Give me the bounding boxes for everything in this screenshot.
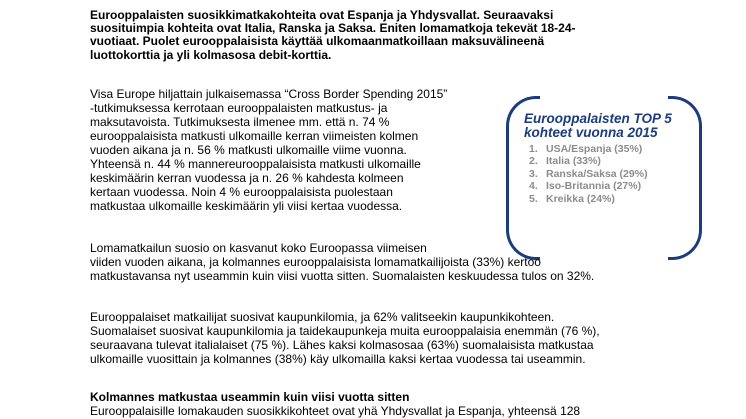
top5-item bbox=[524, 143, 694, 155]
top5-item-number: 3. bbox=[529, 167, 538, 180]
lead-line: vuotiaat. Puolet eurooppalaisista käyttää ulkomaanmatkoillaan maksuvälineenä bbox=[90, 34, 545, 49]
paragraph-line: Yhteensä n. 44 % mannereurooppalaisista matkusti ulkomaille bbox=[90, 157, 421, 171]
paragraph-line: kertaan vuodessa. Noin 4 % eurooppalaisista puolestaan bbox=[90, 185, 393, 199]
top5-item-label: Kreikka (24%) bbox=[546, 192, 615, 205]
paragraph-line: Visa Europe hiljattain julkaisemassa “Cross Border Spending 2015” bbox=[90, 87, 448, 101]
top5-item bbox=[524, 155, 694, 167]
paragraph-line: seuraavana tulevat italialaiset (75 %). Lähes kaksi kolmasosaa (63%) suomalaisista matkustaa bbox=[90, 338, 594, 352]
top5-item-number: 5. bbox=[529, 192, 538, 205]
top5-item-label: Ranska/Saksa (29%) bbox=[546, 167, 648, 180]
top5-item bbox=[524, 180, 694, 192]
paragraph-line: ulkomaille vuosittain ja kolmannes (38%) käy ulkomailla kaksi kertaa vuodessa tai useammin. bbox=[90, 352, 586, 366]
top5-list bbox=[524, 143, 694, 205]
paragraph-line: maksutavoista. Tutkimuksesta ilmenee mm. että n. 74 % bbox=[90, 115, 390, 129]
lead-paragraph bbox=[90, 9, 670, 62]
top5-item-label: Iso-Britannia (27%) bbox=[546, 180, 642, 193]
paragraph-line: -tutkimuksessa kerrotaan eurooppalaisten matkustus- ja bbox=[90, 101, 388, 115]
paragraph-line: Lomamatkailun suosio on kasvanut koko Euroopassa viimeisen bbox=[90, 241, 427, 255]
paragraph-line: Eurooppalaiset matkailijat suosivat kaupunkilomia, ja 62% valitseekin kaupunkikohteen. bbox=[90, 310, 555, 324]
top5-item-number: 2. bbox=[529, 155, 538, 168]
top5-item bbox=[524, 193, 694, 205]
lead-line: luottokorttia ja yli kolmasosa debit-korttia. bbox=[90, 47, 332, 62]
body-paragraph-4 bbox=[90, 404, 690, 418]
paragraph-line: eurooppalaisista matkusti ulkomaille kerran viimeisten kolmen bbox=[90, 129, 419, 143]
top5-title bbox=[524, 112, 694, 140]
top5-title-line: kohteet vuonna 2015 bbox=[524, 125, 658, 140]
top5-title-line: Eurooppalaisten TOP 5 bbox=[524, 111, 672, 126]
body-paragraph-1 bbox=[90, 87, 510, 213]
paragraph-line: matkustavansa nyt useammin kuin viisi vuotta sitten. Suomalaisten keskuudessa tulos on 32%. bbox=[90, 269, 595, 283]
paragraph-line: Eurooppalaisille lomakauden suosikkikohteet ovat yhä Yhdysvallat ja Espanja, yhteensä 128 bbox=[90, 404, 581, 418]
top5-item-label: USA/Espanja (35%) bbox=[546, 143, 643, 155]
section-subheading: Kolmannes matkustaa useammin kuin viisi vuotta sitten bbox=[90, 390, 410, 404]
top5-item-label: Italia (33%) bbox=[546, 155, 601, 168]
paragraph-line: Suomalaiset suosivat kaupunkilomia ja taidekaupunkeja muita eurooppalaisia enemmän (76 %), bbox=[90, 324, 600, 338]
top5-callout bbox=[524, 112, 694, 205]
paragraph-line: keskimäärin kerran vuodessa ja n. 26 % kahdesta kolmeen bbox=[90, 171, 404, 185]
body-paragraph-3 bbox=[90, 310, 690, 366]
lead-line: Eurooppalaisten suosikkimatkakohteita ovat Espanja ja Yhdysvallat. Seuraavaksi bbox=[90, 8, 554, 22]
top5-item bbox=[524, 168, 694, 180]
paragraph-line: matkustaa ulkomaille keskimäärin yli viisi kertaa vuodessa. bbox=[90, 199, 403, 213]
top5-item-number: 1. bbox=[529, 143, 538, 155]
paragraph-line: viiden vuoden aikana, ja kolmannes eurooppalaisista lomamatkailijoista (33%) kertoo bbox=[90, 255, 541, 269]
paragraph-line: vuoden aikana ja n. 56 % matkusti ulkomaille viime vuonna. bbox=[90, 143, 407, 157]
body-paragraph-2 bbox=[90, 241, 690, 283]
top5-item-number: 4. bbox=[529, 180, 538, 193]
lead-line: suosituimpia kohteita ovat Italia, Ranska ja Saksa. Eniten lomamatkoja tekevät 18-24- bbox=[90, 21, 576, 36]
